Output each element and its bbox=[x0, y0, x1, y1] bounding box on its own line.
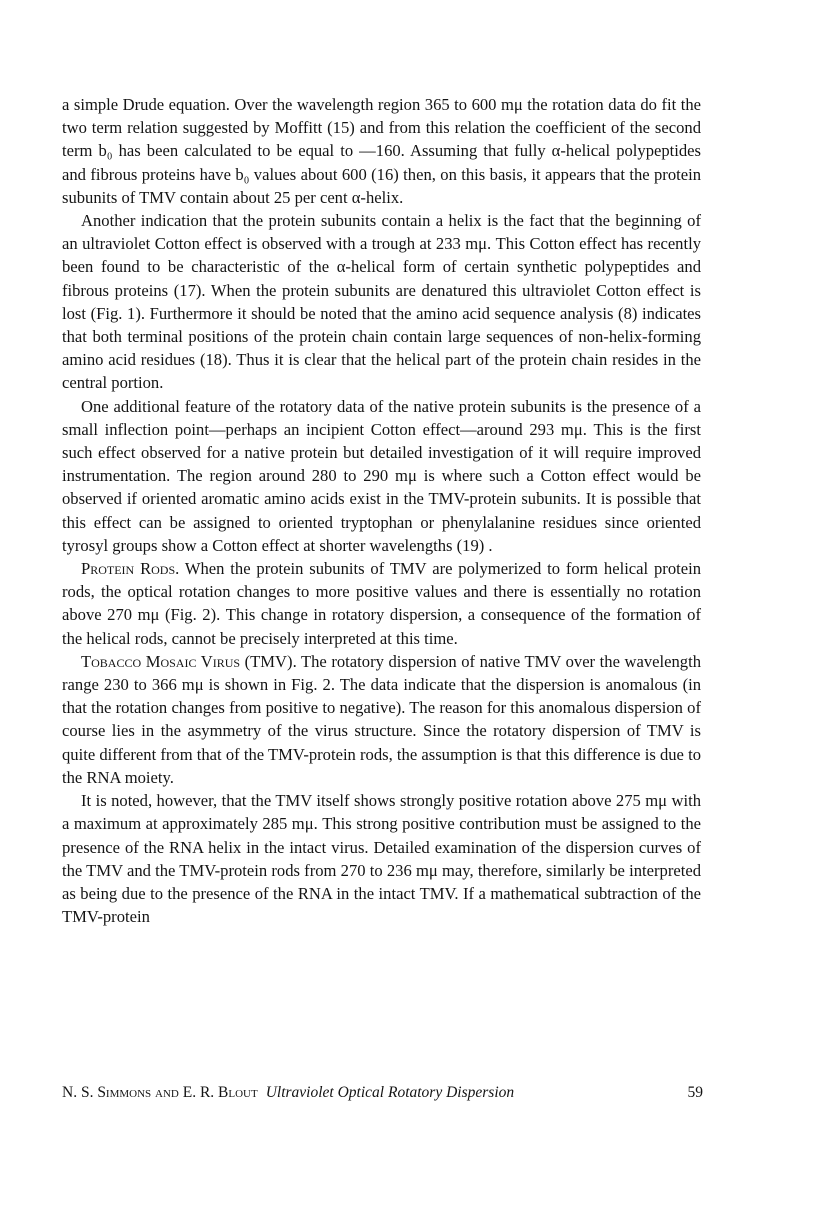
paragraph-6: It is noted, however, that the TMV itself shows strongly positive rotation above 275 mμ with a maximum at approximately 285 mμ. This strong positive contribution must be assigned to the presence of the RNA helix in the intact virus. Detailed examination of the dispersion curves of the TMV and the TMV-protein rods from 270 to 236 mμ may, therefore, similarly be interpreted as being due to the presence of the RNA in the intact TMV. If a mathematical subtraction of the TMV-protein bbox=[62, 791, 701, 927]
article-body bbox=[62, 93, 701, 928]
paragraph-tmv bbox=[62, 650, 701, 789]
page-number: 59 bbox=[687, 1084, 703, 1101]
footer-title: Ultraviolet Optical Rotatory Dispersion bbox=[265, 1084, 515, 1101]
section-heading-tmv: Tobacco Mosaic Virus (TMV). bbox=[81, 651, 297, 671]
paragraph-1: a simple Drude equation. Over the wavelength region 365 to 600 mμ the rotation data do fit the two term relation suggested by Moffitt (15) and from this relation the coefficient of the second term b₀ has been calculated to be equal to —160. Assuming that fully α-helical polypeptides and fibrous proteins have b₀ values about 600 (16) then, on this basis, it appears that the protein subunits of TMV contain about 25 per cent α-helix. bbox=[62, 95, 701, 207]
section-heading-protein-rods: Protein Rods. bbox=[81, 559, 180, 579]
paragraph-3: One additional feature of the rotatory data of the native protein subunits is the presence of a small inflection point—perhaps an incipient Cotton effect—around 293 mμ. This is the first such effect observed for a native protein but detailed investigation of it will require improved instrumentation. The region around 280 to 290 mμ is where such a Cotton effect would be observed if oriented aromatic amino acids exist in the TMV-protein subunits. It is possible that this effect can be assigned to oriented tryptophan or phenylalanine residues since oriented tyrosyl groups show a Cotton effect at shorter wavelengths (19) . bbox=[62, 396, 701, 555]
paragraph-text: The rotatory dispersion of native TMV over the wavelength range 230 to 366 mμ is shown in Fig. 2. The data indicate that the dispersion is anomalous (in that the rotation changes from positive to negative). The reason for this anomalous dispersion of course lies in the asymmetry of the virus structure. Since the rotatory dispersion of TMV is quite different from that of the TMV-protein rods, the assumption is that this difference is due to the RNA moiety. bbox=[62, 651, 701, 787]
paragraph-2: Another indication that the protein subunits contain a helix is the fact that the beginning of an ultraviolet Cotton effect is observed with a trough at 233 mμ. This Cotton effect has recently been found to be characteristic of the α-helical form of certain synthetic polypeptides and fibrous proteins (17). When the protein subunits are denatured this ultraviolet Cotton effect is lost (Fig. 1). Furthermore it should be noted that the amino acid sequence analysis (8) indicates that both terminal positions of the protein chain contain large sequences of non-helix-forming amino acid residues (18). Thus it is clear that the helical part of the protein chain resides in the central portion. bbox=[62, 211, 701, 393]
footer-authors: N. S. Simmons and E. R. Blout bbox=[62, 1084, 258, 1101]
paragraph-text: When the protein subunits of TMV are polymerized to form helical protein rods, the optical rotation changes to more positive values and there is essentially no rotation above 270 mμ (Fig. 2). This change in rotatory dispersion, a consequence of the formation of the helical rods, cannot be precisely interpreted at this time. bbox=[62, 559, 701, 648]
running-footer bbox=[62, 1084, 514, 1102]
page-footer bbox=[62, 1084, 703, 1102]
paragraph-protein-rods bbox=[62, 557, 701, 650]
